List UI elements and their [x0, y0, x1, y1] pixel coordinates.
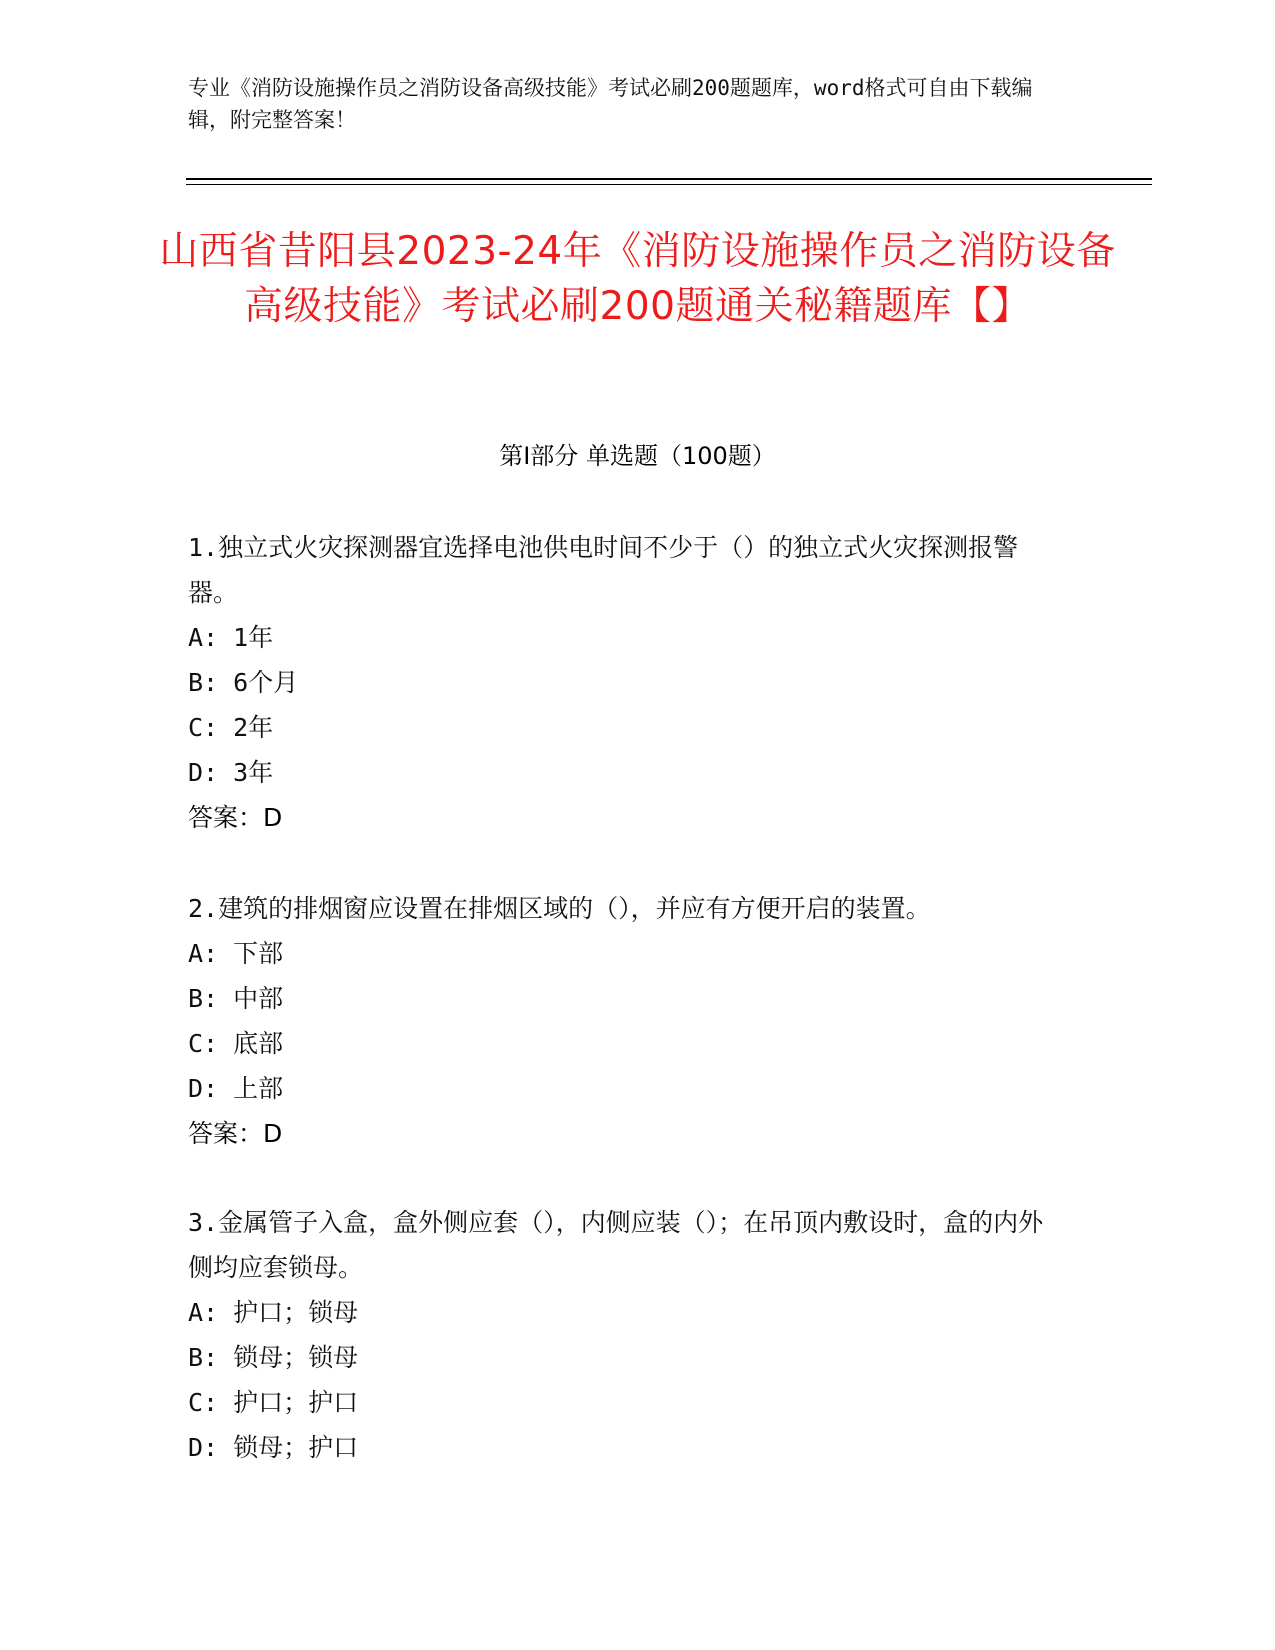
answer-line: 答案：D [188, 1119, 283, 1148]
option-a: A: 护口；锁母 [188, 1298, 359, 1327]
option-a: A: 下部 [188, 939, 284, 968]
option-b: B: 6个月 [188, 668, 299, 697]
question-block [188, 525, 1068, 840]
question-block [188, 886, 1068, 1156]
question-text: 1.独立式火灾探测器宜选择电池供电时间不少于（）的独立式火灾探测报警器。 [188, 533, 1019, 607]
option-c: C: 底部 [188, 1029, 284, 1058]
option-d: D: 3年 [188, 758, 274, 787]
option-d: D: 锁母；护口 [188, 1433, 359, 1462]
document-title: 山西省昔阳县2023-24年《消防设施操作员之消防设备高级技能》考试必刷200题通关秘籍题库【】 [159, 229, 1116, 329]
section-heading: 第Ⅰ部分 单选题（100题） [499, 442, 776, 470]
option-b: B: 锁母；锁母 [188, 1343, 359, 1372]
option-a: A: 1年 [188, 623, 274, 652]
option-d: D: 上部 [188, 1074, 284, 1103]
option-c: C: 2年 [188, 713, 274, 742]
question-text: 3.金属管子入盒，盒外侧应套（），内侧应装（）；在吊顶内敷设时，盒的内外侧均应套锁母。 [188, 1208, 1044, 1282]
header-rule-thick [186, 178, 1152, 180]
option-c: C: 护口；护口 [188, 1388, 359, 1417]
question-text: 2.建筑的排烟窗应设置在排烟区域的（），并应有方便开启的装置。 [188, 894, 931, 923]
option-b: B: 中部 [188, 984, 284, 1013]
header-rule-thin [186, 184, 1152, 185]
question-block [188, 1200, 1068, 1470]
answer-line: 答案：D [188, 803, 283, 832]
header-note: 专业《消防设施操作员之消防设备高级技能》考试必刷200题题库，word格式可自由下载编辑，附完整答案！ [188, 76, 1033, 132]
